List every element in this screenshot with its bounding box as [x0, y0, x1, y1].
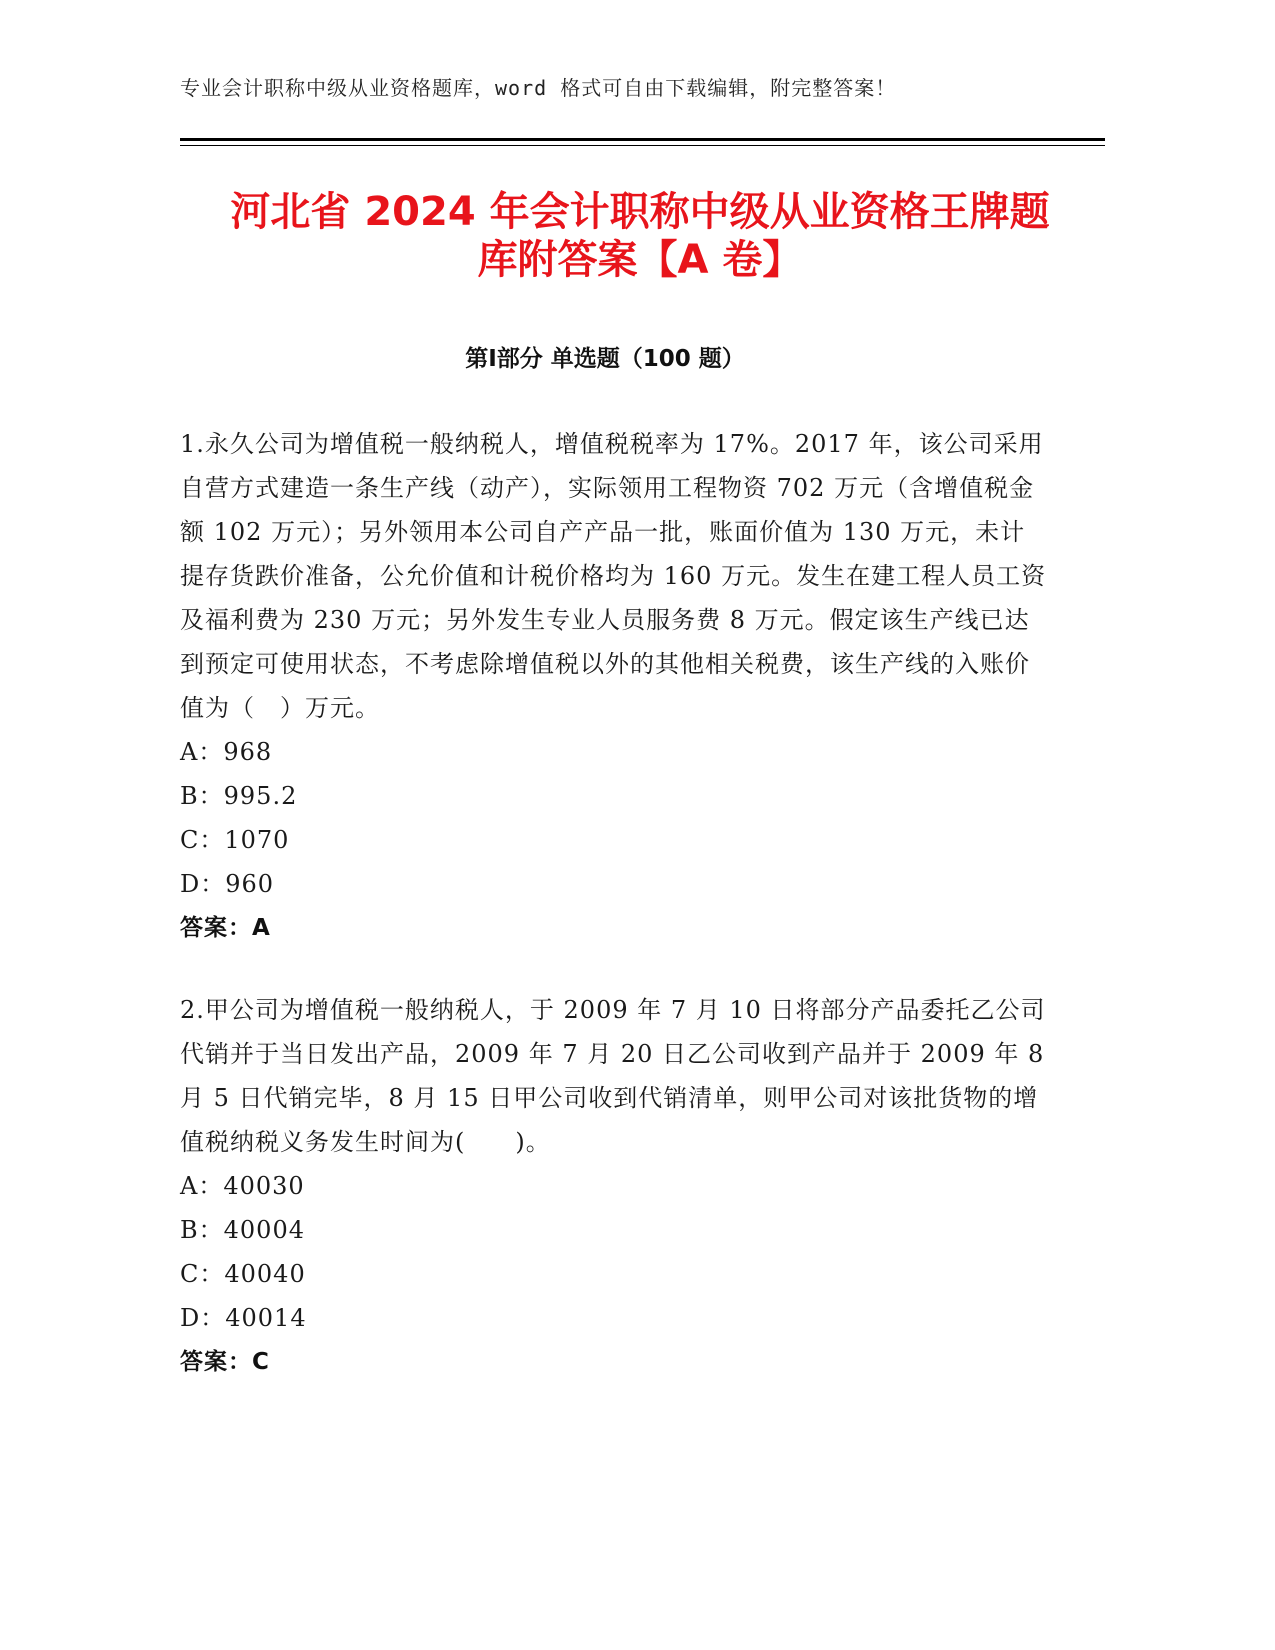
section-heading: 第Ⅰ部分 单选题（100 题） [465, 346, 745, 372]
question-2-stem: 2.甲公司为增值税一般纳税人，于 2009 年 7 月 10 日将部分产品委托乙公司代销并于当日发出产品，2009 年 7 月 20 日乙公司收到产品并于 2009 年 8 月 5 日代销完毕，8 月 15 日甲公司收到代销清单，则甲公司对该批货物的增值税纳税义务发生时间为( )。 [180, 996, 1046, 1156]
question-2-option-a: A：40030 [180, 1172, 305, 1200]
document-title-line-2: 库附答案【A 卷】 [477, 237, 803, 283]
question-2-answer: 答案：C [180, 1349, 270, 1375]
document-title [140, 188, 1140, 284]
document-title-line-1: 河北省 2024 年会计职称中级从业资格王牌题 [230, 189, 1050, 235]
question-2 [180, 988, 1050, 1384]
header-note: 专业会计职称中级从业资格题库，word 格式可自由下载编辑，附完整答案！ [180, 76, 897, 100]
header-rule-thick [180, 138, 1105, 141]
question-1-answer: 答案：A [180, 915, 271, 941]
question-1-stem: 1.永久公司为增值税一般纳税人，增值税税率为 17%。2017 年，该公司采用自营方式建造一条生产线（动产），实际领用工程物资 702 万元（含增值税金额 102 万元）；另外领用本公司自产产品一批，账面价值为 130 万元，未计提存货跌价准备，公允价值和计税价格均为 160 万元。发生在建工程人员工资及福利费为 230 万元；另外发生专业人员服务费 8 万元。假定该生产线已达到预定可使用状态，不考虑除增值税以外的其他相关税费，该生产线的入账价值为（ ）万元。 [180, 430, 1047, 722]
question-1-option-a: A：968 [180, 738, 273, 766]
question-1-option-d: D：960 [180, 870, 275, 898]
question-1-option-b: B：995.2 [180, 782, 298, 810]
question-2-option-b: B：40004 [180, 1216, 305, 1244]
header-rule-thin [180, 145, 1105, 146]
question-2-option-c: C：40040 [180, 1260, 306, 1288]
question-2-option-d: D：40014 [180, 1304, 307, 1332]
question-1 [180, 422, 1050, 950]
question-1-option-c: C：1070 [180, 826, 290, 854]
